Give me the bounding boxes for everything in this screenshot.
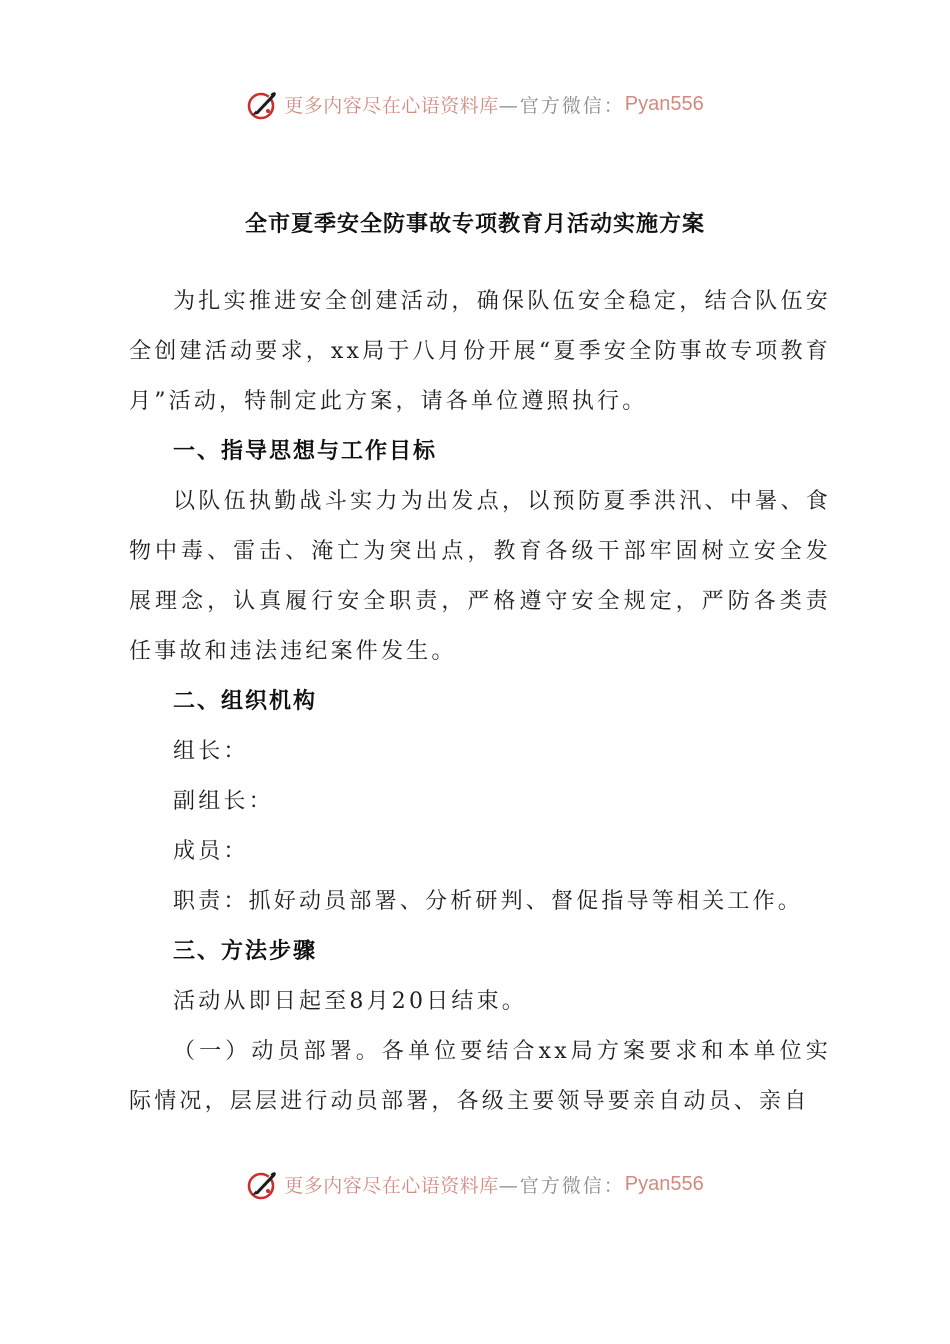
document-title: 全市夏季安全防事故专项教育月活动实施方案 <box>244 212 705 237</box>
banner-library-text: 更多内容尽在心语资料库 <box>284 1174 499 1197</box>
deputy-leader-line: 副组长： <box>173 789 274 814</box>
step1-paragraph: （一）动员部署。各单位要结合xx局方案要求和本单位实际情况，层层进行动员部署，各级主要领导要亲自动员、亲自 <box>129 1039 831 1114</box>
members-line: 成员： <box>173 839 249 864</box>
banner-wechat-id: Pyan556 <box>624 1172 704 1195</box>
banner-wechat-label: —官方微信： <box>498 94 625 117</box>
header-banner <box>0 84 950 124</box>
banner-wechat-id: Pyan556 <box>624 92 704 115</box>
section3-heading: 三、方法步骤 <box>173 939 318 964</box>
duties-line: 职责：抓好动员部署、分析研判、督促指导等相关工作。 <box>173 889 804 914</box>
section1-paragraph: 以队伍执勤战斗实力为出发点，以预防夏季洪汛、中暑、食物中毒、雷击、淹亡为突出点，教育各级干部牢固树立安全发展理念，认真履行安全职责，严格遵守安全规定，严防各类责任事故和违法违纪案件发生。 <box>129 489 831 664</box>
banner-wechat-label: —官方微信： <box>498 1174 625 1197</box>
section1-heading: 一、指导思想与工作目标 <box>173 439 438 464</box>
banner-library-text: 更多内容尽在心语资料库 <box>284 94 499 117</box>
leader-line: 组长： <box>173 739 249 764</box>
quill-pen-logo-icon <box>246 87 280 121</box>
section2-heading: 二、组织机构 <box>173 689 318 714</box>
quill-pen-logo-icon <box>246 1167 280 1201</box>
footer-banner <box>0 1164 950 1204</box>
section3-intro: 活动从即日起至8月20日结束。 <box>173 989 527 1014</box>
intro-paragraph: 为扎实推进安全创建活动，确保队伍安全稳定，结合队伍安全创建活动要求，xx局于八月份开展“夏季安全防事故专项教育月”活动，特制定此方案，请各单位遵照执行。 <box>129 289 831 414</box>
document-body <box>129 277 831 1127</box>
